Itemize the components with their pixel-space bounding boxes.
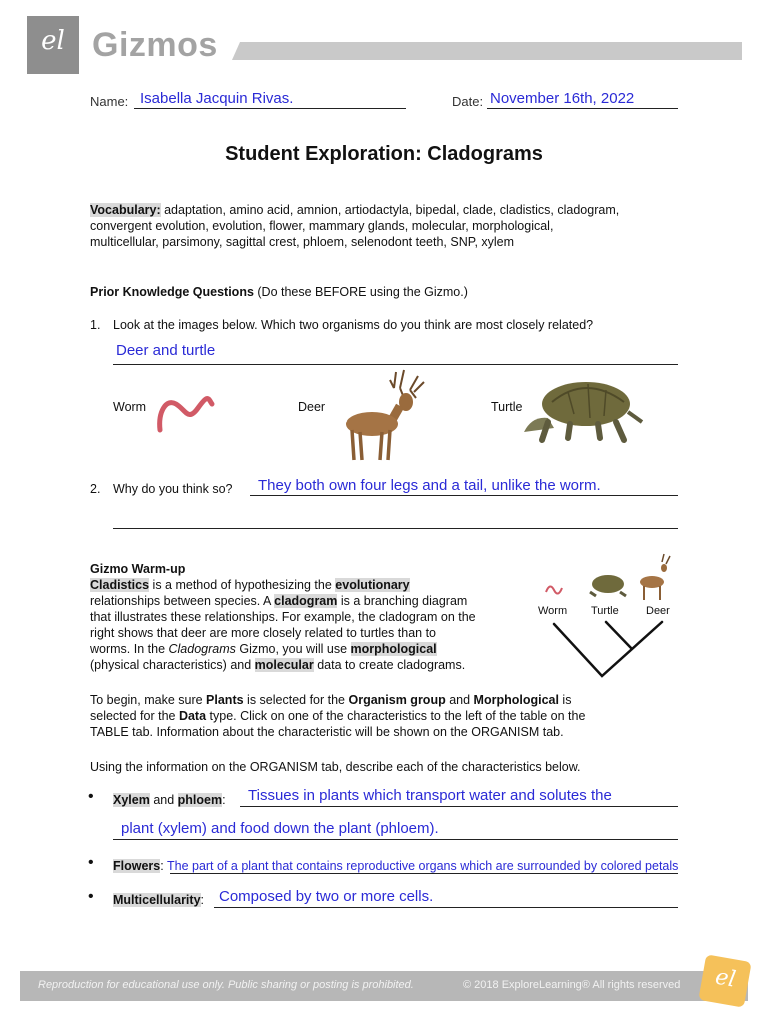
header-bar	[232, 42, 742, 60]
mini-deer-icon	[640, 554, 670, 600]
question-2-text: Why do you think so?	[113, 482, 233, 496]
answer-2-continuation-field[interactable]	[113, 510, 678, 529]
xylem-phloem-answer-field-2[interactable]	[113, 818, 678, 840]
answer-2-value: They both own four legs and a tail, unlike the worm.	[258, 477, 601, 494]
organism-label-worm: Worm	[113, 400, 147, 414]
date-label: Date:	[452, 94, 484, 109]
mini-turtle-icon	[590, 575, 626, 596]
vocabulary-section	[90, 202, 710, 250]
question-2-number: 2.	[90, 482, 101, 496]
bullet-dot: •	[88, 888, 94, 905]
cladogram-label-worm: Worm	[538, 605, 568, 617]
footer-logo	[698, 954, 751, 1007]
flowers-line: Flowers: The part of a plant that contains reproductive organs which are surrounded by colored petals	[113, 859, 679, 873]
brand-name: Gizmos	[92, 26, 218, 64]
vocabulary-line-3: multicellular, parsimony, sagittal crest, phloem, selenodont teeth, SNP, xylem	[90, 235, 515, 249]
page-title: Student Exploration: Cladograms	[225, 143, 543, 165]
cladogram-label-turtle: Turtle	[591, 605, 619, 617]
organism-label-deer: Deer	[298, 400, 326, 414]
xylem-phloem-answer-line-2: plant (xylem) and food down the plant (phloem).	[121, 820, 439, 837]
question-1-text: Look at the images below. Which two organisms do you think are most closely related?	[113, 318, 594, 332]
vocabulary-line-2: convergent evolution, evolution, flower, mammary glands, molecular, morphological,	[90, 219, 554, 233]
date-value: November 16th, 2022	[490, 90, 635, 107]
deer-image	[334, 368, 430, 464]
vocabulary-line-1: Vocabulary: adaptation, amino acid, amnion, artiodactyla, bipedal, clade, cladistics, cladogram,	[90, 203, 620, 217]
xylem-phloem-answer-line-1: Tissues in plants which transport water and solutes the	[248, 787, 612, 804]
begin-instructions: To begin, make sure Plants is selected for the Organism group and Morphological is selected for the Data type. Click on one of the characteristics to the left of the table on the TABLE tab. Information about the characteristic will be shown on the ORGANISM tab.	[90, 693, 586, 739]
cladogram-diagram	[534, 552, 684, 682]
vocabulary-label: Vocabulary:	[90, 203, 161, 217]
organism-tab-instructions: Using the information on the ORGANISM tab, describe each of the characteristics below.	[90, 760, 581, 774]
name-value: Isabella Jacquin Rivas.	[140, 90, 294, 107]
cladogram-branches	[554, 622, 662, 676]
multicellularity-answer: Composed by two or more cells.	[219, 888, 434, 905]
bullet-dot: •	[88, 788, 94, 805]
worm-image	[154, 392, 216, 434]
organism-label-turtle: Turtle	[491, 400, 523, 414]
prior-knowledge-heading: Prior Knowledge Questions (Do these BEFORE using the Gizmo.)	[90, 285, 468, 299]
logo-text: el	[41, 26, 65, 56]
footer-copyright: © 2018 ExploreLearning® All rights reserved	[463, 979, 681, 991]
answer-2-field[interactable]	[250, 476, 678, 496]
name-field[interactable]	[134, 89, 406, 109]
flowers-answer-line	[170, 872, 678, 874]
footer-logo-text: el	[713, 964, 738, 993]
name-label: Name:	[90, 94, 129, 109]
flowers-label: Flowers	[113, 859, 161, 873]
mini-worm-icon	[546, 586, 562, 593]
flowers-answer: The part of a plant that contains reproductive organs which are surrounded by colored petals	[163, 859, 679, 873]
date-field[interactable]	[487, 89, 678, 109]
turtle-image	[518, 378, 646, 444]
xylem-phloem-answer-field[interactable]	[240, 787, 678, 807]
question-1-number: 1.	[90, 318, 101, 332]
answer-1-field[interactable]	[113, 340, 678, 365]
bullet-dot: •	[88, 854, 94, 871]
answer-1-value: Deer and turtle	[116, 342, 216, 359]
multicellularity-answer-field[interactable]	[214, 887, 678, 908]
cladogram-label-deer: Deer	[646, 605, 670, 617]
footer-disclaimer: Reproduction for educational use only. Public sharing or posting is prohibited.	[38, 979, 414, 991]
explorelearning-logo	[27, 16, 79, 74]
xylem-phloem-label: Xylem and phloem:	[113, 793, 226, 807]
warmup-section: Gizmo Warm-up Cladistics is a method of hypothesizing the evolutionary relationships between species. A cladogram is a branching diagram that illustrates these relationships. For example, the cladogram on the right shows that deer are more closely related to turtles than to worms. In the Cladograms Gizmo, you will use morphological (physical characteristics) and molecular data to create cladograms.	[90, 561, 530, 673]
multicellularity-label: Multicellularity:	[113, 893, 205, 907]
warmup-heading: Gizmo Warm-up	[90, 562, 186, 576]
